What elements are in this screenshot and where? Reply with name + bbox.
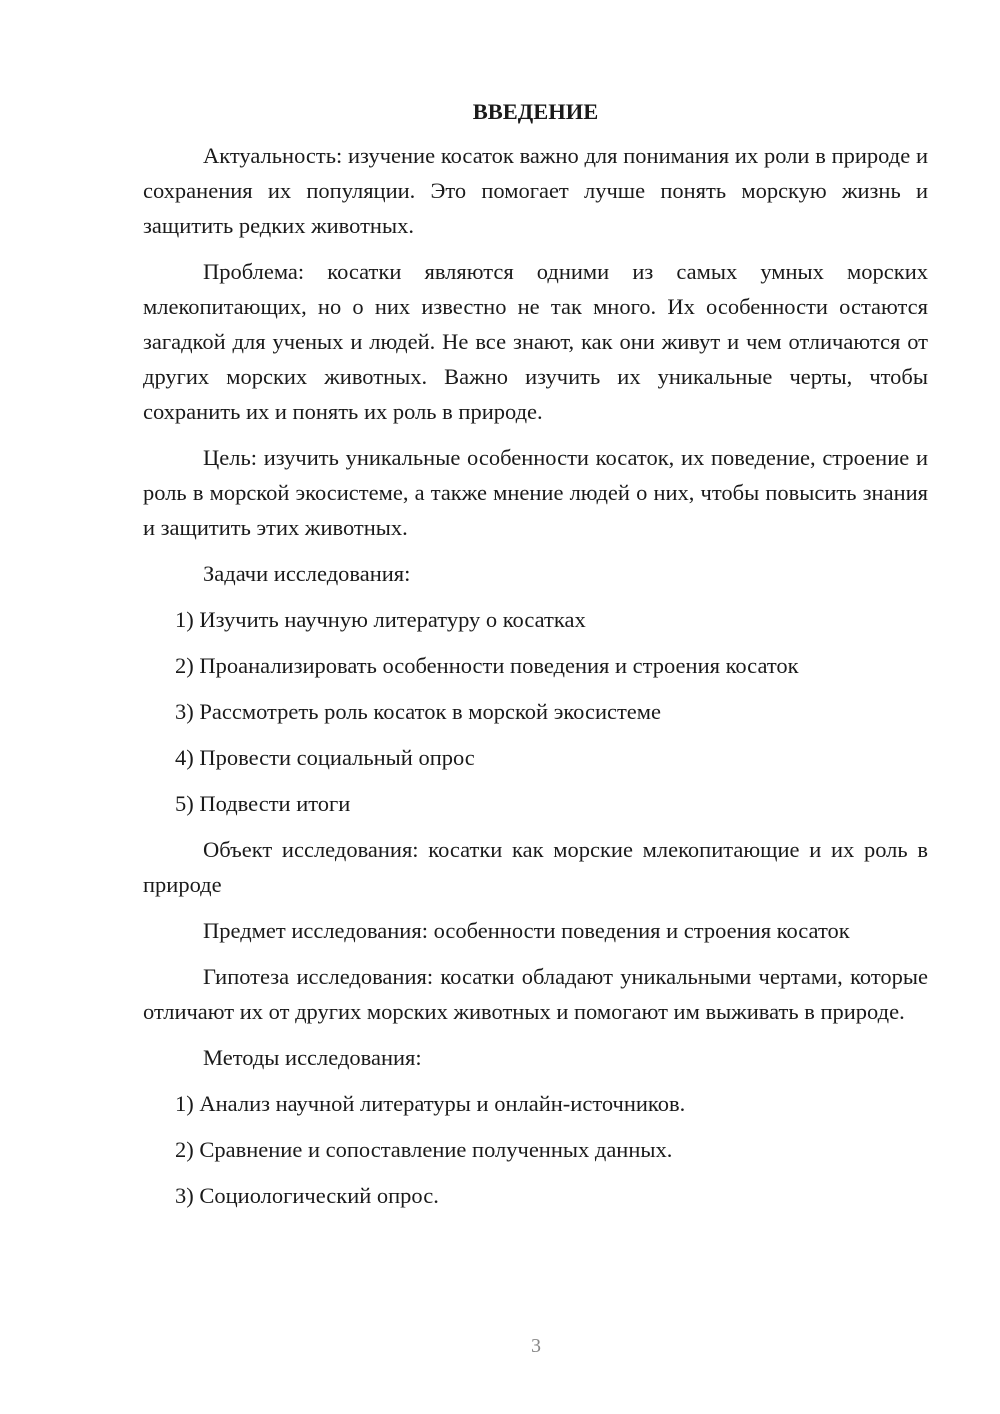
subject-paragraph: Предмет исследования: особенности поведения и строения косаток [203,918,850,943]
goal-paragraph: Цель: изучить уникальные особенности косаток, их поведение, строение и роль в морской экосистеме, а также мнение людей о них, чтобы повысить знания и защитить этих животных. [143,445,928,540]
page-number: 3 [531,1335,541,1357]
object-paragraph: Объект исследования: косатки как морские млекопитающие и их роль в природе [143,837,928,897]
task-item-4: 4) Провести социальный опрос [175,745,475,770]
method-item-3: 3) Социологический опрос. [175,1183,439,1208]
task-item-5: 5) Подвести итоги [175,791,351,816]
task-item-3: 3) Рассмотреть роль косаток в морской экосистеме [175,699,662,724]
method-item-2: 2) Сравнение и сопоставление полученных данных. [175,1137,673,1162]
problem-paragraph: Проблема: косатки являются одними из самых умных морских млекопитающих, но о них известно не так много. Их особенности остаются загадкой для ученых и людей. Не все знают, как они живут и чем отличаются от других морских животных. Важно изучить их уникальные черты, чтобы сохранить их и понять их роль в природе. [143,259,928,424]
tasks-title: Задачи исследования: [203,561,411,586]
methods-title: Методы исследования: [203,1045,422,1070]
task-item-1: 1) Изучить научную литературу о косатках [175,607,586,632]
task-item-2: 2) Проанализировать особенности поведения и строения косаток [175,653,799,678]
tasks-list [143,602,928,821]
method-item-1: 1) Анализ научной литературы и онлайн-источников. [175,1091,686,1116]
section-heading: ВВЕДЕНИЕ [472,99,599,124]
relevance-paragraph: Актуальность: изучение косаток важно для понимания их роли в природе и сохранения их популяции. Это помогает лучше понять морскую жизнь и защитить редких животных. [143,143,928,238]
methods-list [143,1086,928,1213]
page-content [143,96,928,1224]
hypothesis-paragraph: Гипотеза исследования: косатки обладают уникальными чертами, которые отличают их от других морских животных и помогают им выживать в природе. [143,964,928,1024]
